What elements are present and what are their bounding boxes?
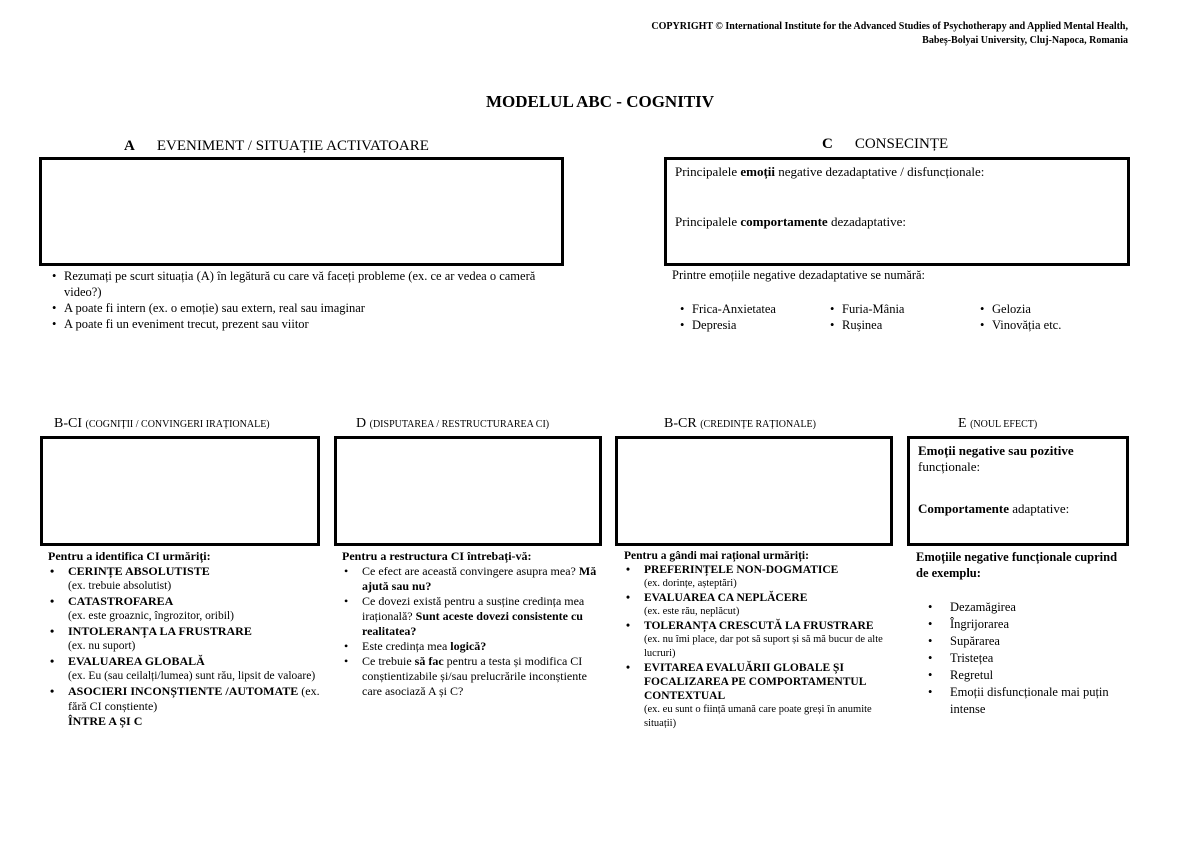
bcr-title: B-CR (664, 416, 697, 431)
section-c-letter: C (822, 136, 833, 152)
copyright-line-2: Babeș-Bolyai University, Cluj-Napoca, Romania (922, 35, 1128, 46)
d-question: • Ce trebuie să fac pentru a testa și modifica CI conștientizabile și/sau prelucrările inconștiente care asociază A și C? (342, 654, 600, 699)
bci-title: B-CI (54, 416, 82, 431)
c-behaviors-prompt: Principalele comportamente dezadaptative: (675, 214, 907, 229)
e-item: • Tristețea (916, 650, 1128, 667)
bci-item: • EVALUAREA GLOBALĂ (ex. Eu (sau ceilalți/lumea) sunt rău, lipsit de valoare) (48, 654, 320, 684)
section-a-bullet: • A poate fi un eveniment trecut, prezent sau viitor (50, 316, 570, 332)
bcr-header (664, 416, 816, 432)
section-a-box[interactable] (39, 157, 564, 266)
copyright-line-1: COPYRIGHT © International Institute for the Advanced Studies of Psychotherapy and Applied Mental Health, (651, 21, 1128, 32)
section-a-bullet: • A poate fi intern (ex. o emoție) sau extern, real sau imaginar (50, 300, 570, 316)
bci-item: • INTOLERANȚA LA FRUSTRARE (ex. nu suport) (48, 624, 320, 654)
d-notes (342, 549, 600, 699)
c-emotion-item: • Gelozia (978, 301, 1118, 317)
bci-heading: Pentru a identifica CI urmăriți: (48, 549, 211, 563)
bci-item: • CATASTROFAREA (ex. este groaznic, îngrozitor, oribil) (48, 594, 320, 624)
e-subtitle: (NOUL EFECT) (970, 419, 1038, 430)
e-item: • Dezamăgirea (916, 599, 1128, 616)
e-item: • Emoții disfuncționale mai puțin intense (916, 684, 1128, 718)
e-heading: Emoțiile negative funcționale cuprind de exemplu: (916, 550, 1118, 580)
d-header (356, 416, 549, 432)
bci-header (54, 416, 270, 432)
section-a-header (124, 138, 429, 155)
bci-subtitle: (COGNIȚII / CONVINGERI IRAȚIONALE) (85, 419, 270, 430)
c-emotion-item: • Depresia (678, 317, 828, 333)
bci-item: • CERINȚE ABSOLUTISTE (ex. trebuie absolutist) (48, 564, 320, 594)
c-list-intro: Printre emoțiile negative dezadaptative se numără: (672, 268, 926, 282)
c-emotion-item: • Rușinea (828, 317, 978, 333)
d-question: • Ce dovezi există pentru a susține credința mea irațională? Sunt aceste dovezi consistente cu realitatea? (342, 594, 600, 639)
bcr-box[interactable] (615, 436, 893, 546)
section-a-label: EVENIMENT / SITUAȚIE ACTIVATOARE (156, 138, 429, 154)
bcr-heading: Pentru a gândi mai rațional urmăriți: (624, 550, 809, 562)
d-heading: Pentru a restructura CI întrebați-vă: (342, 549, 532, 563)
bcr-notes (624, 549, 894, 731)
section-a-notes (50, 268, 570, 332)
e-item: • Regretul (916, 667, 1128, 684)
d-title: D (356, 416, 367, 431)
d-question: • Ce efect are această convingere asupra mea? Mă ajută sau nu? (342, 564, 600, 594)
c-emotions-prompt: Principalele emoții negative dezadaptative / disfuncționale: (675, 164, 985, 179)
bcr-item: • PREFERINȚELE NON-DOGMATICE (ex. dorințe, așteptări) (624, 563, 894, 591)
c-emotion-item: • Furia-Mânia (828, 301, 978, 317)
section-a-bullet: • Rezumați pe scurt situația (A) în legătură cu care vă faceți probleme (ex. ce ar vedea o cameră video?) (50, 268, 570, 300)
section-a-letter: A (124, 138, 135, 154)
bci-notes (48, 549, 320, 729)
c-emotion-item: • Frica-Anxietatea (678, 301, 828, 317)
bcr-subtitle: (CREDINȚE RAȚIONALE) (700, 419, 816, 430)
e-item: • Supărarea (916, 633, 1128, 650)
bcr-item: • EVALUAREA CA NEPLĂCERE (ex. este rău, neplăcut) (624, 591, 894, 619)
e-header (958, 416, 1037, 432)
c-emotions-list (678, 301, 1118, 333)
section-c-label: CONSECINȚE (854, 136, 949, 152)
bcr-item: • EVITAREA EVALUĂRII GLOBALE ȘI FOCALIZAREA PE COMPORTAMENTUL CONTEXTUAL (ex. eu sunt o ființă umană care poate greși în anumite situații) (624, 661, 894, 731)
bci-item: • ASOCIERI INCONȘTIENTE /AUTOMATE (ex. fără CI conștiente) ÎNTRE A ȘI C (48, 684, 320, 729)
e-emotions-prompt: Emoții negative sau pozitive funcționale: (918, 443, 1074, 474)
e-item: • Îngrijorarea (916, 616, 1128, 633)
d-subtitle: (DISPUTAREA / RESTRUCTURAREA CI) (369, 419, 550, 430)
page-title: MODELUL ABC - COGNITIV (485, 92, 715, 111)
section-c-header (822, 136, 948, 153)
d-box[interactable] (334, 436, 602, 546)
e-title: E (958, 416, 967, 431)
bcr-item: • TOLERANȚA CRESCUTĂ LA FRUSTRARE (ex. nu îmi place, dar pot să suport și să mă bucur de alte lucruri) (624, 619, 894, 661)
e-behaviors-prompt: Comportamente adaptative: (918, 501, 1070, 516)
e-box[interactable] (907, 436, 1129, 546)
copyright-notice (428, 20, 1128, 48)
bci-box[interactable] (40, 436, 320, 546)
e-notes (916, 549, 1128, 718)
d-question: • Este credința mea logică? (342, 639, 600, 654)
section-c-box[interactable] (664, 157, 1130, 266)
c-emotion-item: • Vinovăția etc. (978, 317, 1118, 333)
